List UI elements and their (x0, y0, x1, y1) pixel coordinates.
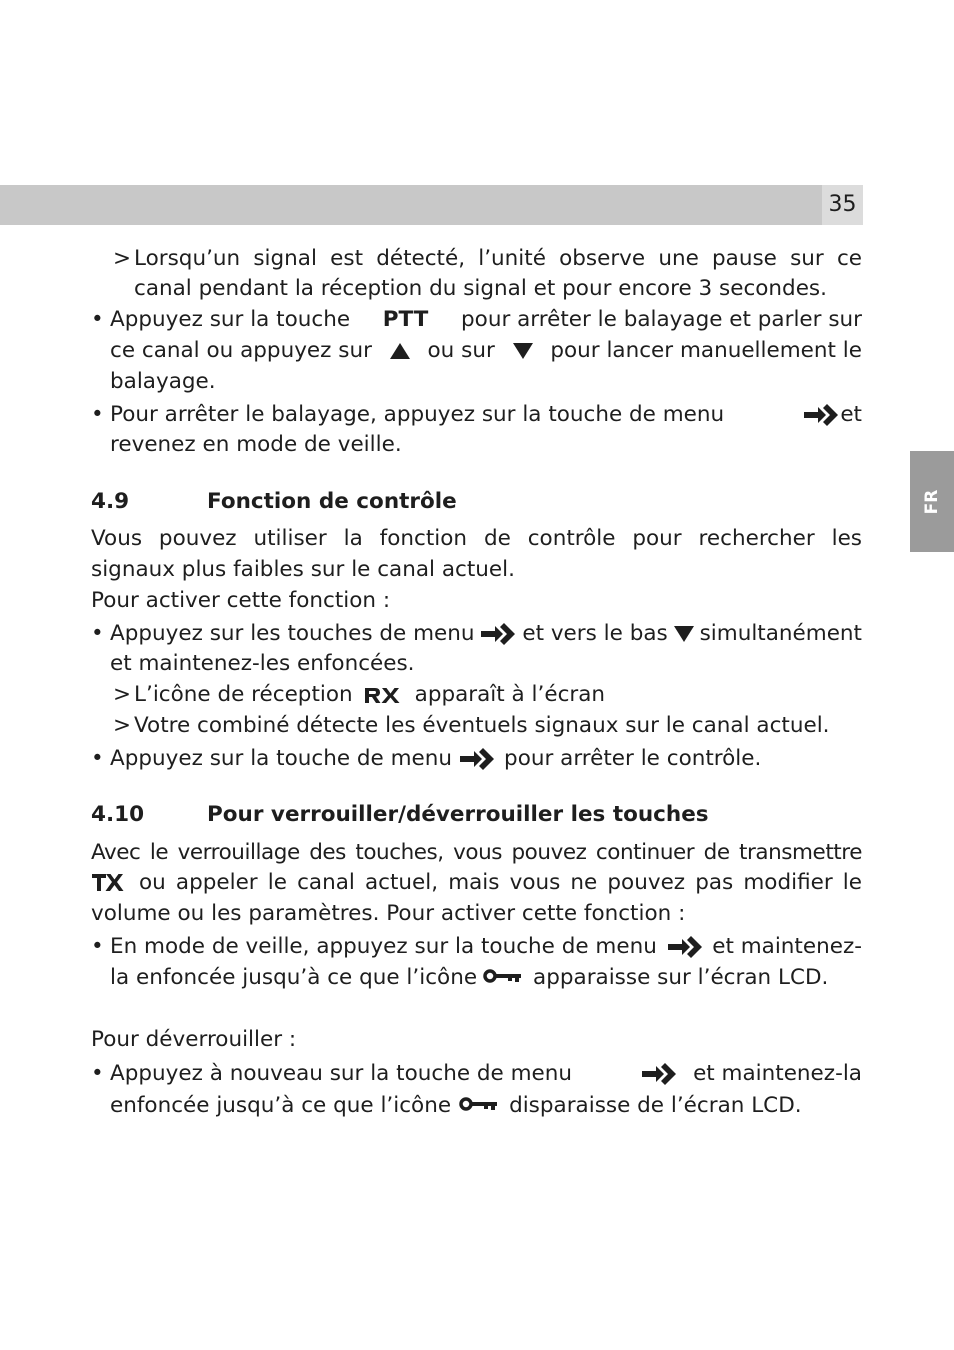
s49-bullet2 (110, 745, 761, 773)
s410-b2-text-a: Appuyez à nouveau sur la touche de menu (110, 1061, 573, 1086)
triangle-up-icon (389, 342, 411, 360)
s410-b1-l2-b: apparaisse sur l’écran LCD. (533, 965, 829, 990)
triangle-down-icon (673, 625, 695, 643)
s49-b1-text-c: simultanément (699, 621, 862, 646)
s410-p1-l2-text: ou appeler le canal actuel, mais vous ne pouvez pas modifier le (139, 870, 862, 895)
intro-bullet2-line2: revenez en mode de veille. (110, 432, 402, 457)
s49-sub1-text-a: L’icône de réception (134, 682, 353, 707)
s49-b2-text-a: Appuyez sur la touche de menu (110, 746, 453, 771)
s49-sub1-marker: > (113, 682, 132, 707)
s49-para2: Pour activer cette fonction : (91, 588, 391, 613)
intro-sub1-line2: canal pendant la réception du signal et pour encore 3 secondes. (134, 276, 827, 301)
s49-b1-text-a: Appuyez sur les touches de menu (110, 621, 475, 646)
menu-arrow-icon (802, 402, 840, 428)
s410-b1-text-a: En mode de veille, appuyez sur la touche de menu (110, 934, 657, 959)
s49-bullet1-line2: et maintenez-les enfoncées. (110, 651, 415, 676)
s410-para2: Pour déverrouiller : (91, 1027, 297, 1052)
s49-sub1 (134, 681, 605, 709)
s49-bullet2-marker: • (91, 746, 104, 771)
s49-b2-text-b: pour arrêter le contrôle. (504, 746, 762, 771)
intro-sub1-marker: > (113, 246, 132, 271)
page-number: 35 (822, 185, 863, 225)
s410-bullet1-line2 (110, 964, 828, 992)
s49-para1-line1: Vous pouvez utiliser la fonction de contrôle pour rechercher les (91, 526, 862, 551)
section-4-10-title: Pour verrouiller/déverrouiller les touches (207, 802, 709, 827)
intro-bullet2-marker: • (91, 402, 104, 427)
section-4-9-title: Fonction de contrôle (207, 489, 457, 514)
s410-para1-line2 (91, 869, 862, 897)
language-tab (910, 451, 954, 552)
s410-b2-l2-b: disparaisse de l’écran LCD. (509, 1093, 802, 1118)
intro-b2-text-a: Pour arrêter le balayage, appuyez sur la touche de menu (110, 402, 725, 427)
intro-sub1-line1: Lorsqu’un signal est détecté, l’unité observe une pause sur ce (134, 246, 862, 271)
s410-b2-l2-a: enfoncée jusqu’à ce que l’icône (110, 1093, 452, 1118)
intro-bullet1-line1 (110, 306, 862, 334)
key-lock-icon (459, 1097, 499, 1115)
intro-b1-text-b: pour arrêter le balayage et parler sur (461, 307, 862, 332)
header-bar (0, 185, 822, 225)
intro-b2-text-b: et (840, 402, 862, 427)
rx-icon (361, 684, 407, 706)
s410-para1-line3: volume ou les paramètres. Pour activer cette fonction : (91, 901, 686, 926)
s410-b1-l2-a: la enfoncée jusqu’à ce que l’icône (110, 965, 478, 990)
s49-para1-line2: signaux plus faibles sur le canal actuel. (91, 557, 515, 582)
intro-b1-l2-a: ce canal ou appuyez sur (110, 338, 372, 363)
s49-sub1-text-b: apparaît à l’écran (414, 682, 606, 707)
menu-arrow-icon (666, 934, 704, 960)
tx-icon (91, 872, 125, 894)
s410-bullet1-marker: • (91, 934, 104, 959)
triangle-down-icon (512, 342, 534, 360)
intro-bullet1-marker: • (91, 307, 104, 332)
key-lock-icon (483, 969, 523, 987)
ptt-key-label: PTT (382, 307, 429, 332)
s410-bullet2-line1 (110, 1060, 862, 1088)
intro-b1-text-a: Appuyez sur la touche (110, 307, 351, 332)
intro-bullet1-line3: balayage. (110, 369, 216, 394)
language-tab-label: FR (922, 489, 942, 514)
menu-arrow-icon (479, 621, 517, 647)
intro-bullet2-line1 (110, 401, 862, 429)
s49-sub2-marker: > (113, 713, 132, 738)
s49-bullet1-marker: • (91, 621, 104, 646)
s49-bullet1-line1 (110, 620, 862, 648)
s410-bullet1-line1 (110, 933, 862, 961)
section-4-10-number: 4.10 (91, 802, 145, 827)
menu-arrow-icon (640, 1061, 678, 1087)
s49-sub2: Votre combiné détecte les éventuels signaux sur le canal actuel. (134, 713, 830, 738)
s410-bullet2-marker: • (91, 1061, 104, 1086)
s410-b1-text-b: et maintenez- (712, 934, 862, 959)
intro-bullet1-line2 (110, 337, 862, 365)
s49-b1-text-b: et vers le bas (522, 621, 668, 646)
intro-b1-l2-c: pour lancer manuellement le (550, 338, 862, 363)
s410-b2-text-b: et maintenez-la (693, 1061, 862, 1086)
s410-para1-line1: Avec le verrouillage des touches, vous pouvez continuer de transmettre (91, 840, 862, 865)
section-4-9-number: 4.9 (91, 489, 130, 514)
menu-arrow-icon (458, 746, 496, 772)
s410-bullet2-line2 (110, 1092, 802, 1120)
intro-b1-l2-b: ou sur (427, 338, 495, 363)
